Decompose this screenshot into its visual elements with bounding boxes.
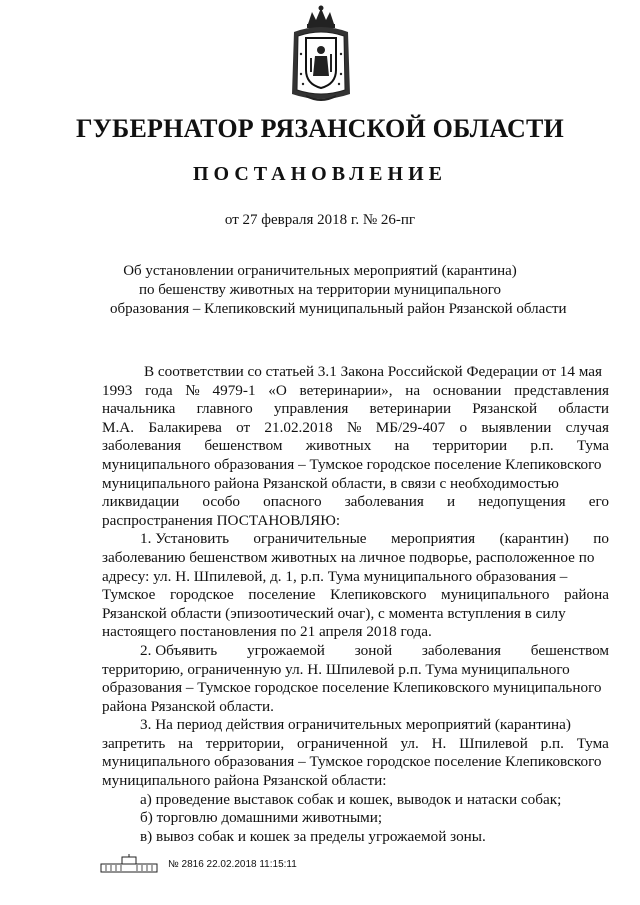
body-text: 3. На период действия ограничительных мероприятий (карантина) — [140, 716, 571, 734]
body-text: ограниченной — [296, 734, 388, 752]
body-line — [102, 568, 609, 587]
body-line — [102, 419, 609, 438]
body-text: р.п. — [540, 734, 564, 752]
body-line — [102, 549, 609, 568]
body-text: опасного — [263, 493, 322, 511]
body-line — [102, 456, 609, 475]
body-text: зоной — [354, 641, 393, 659]
body-text: распространения ПОСТАНОВЛЯЮ: — [102, 511, 341, 529]
body-text: на — [394, 437, 410, 455]
body-text: главного — [196, 400, 253, 418]
body-line — [102, 753, 609, 772]
body-text: на — [178, 734, 193, 752]
body-line — [102, 586, 609, 605]
registration-number: № 2816 22.02.2018 11:15:11 — [168, 858, 297, 870]
body-text: Клепиковского — [330, 586, 427, 604]
body-text: заболевания — [102, 437, 182, 455]
subject-line: по бешенству животных на территории муниципального — [138, 282, 502, 298]
body-text: Балакирева — [148, 418, 222, 436]
body-text: В соответствии со статьей 3.1 Закона Российской Федерации от 14 мая — [144, 363, 603, 380]
body-text: о — [459, 418, 468, 436]
building-logo-icon — [100, 854, 158, 874]
subject-line: Об установлении ограничительных мероприятий (карантина) — [123, 263, 517, 279]
body-text: настоящего постановления по 21 апреля 2018 года. — [102, 623, 432, 641]
body-text: Рязанской — [472, 400, 538, 418]
body-text: начальника — [102, 400, 176, 418]
body-line — [102, 642, 609, 661]
coat-of-arms-icon — [288, 4, 354, 108]
body-line — [102, 512, 609, 531]
body-text: муниципального района Рязанской области: — [102, 772, 387, 790]
body-line — [102, 679, 609, 698]
body-text: ветеринарии — [369, 400, 452, 418]
body-line — [102, 400, 609, 419]
body-text: животных — [305, 437, 372, 455]
body-text: случая — [565, 418, 609, 436]
body-text: Тумское — [102, 586, 156, 604]
body-line — [102, 530, 609, 549]
body-text: «О — [268, 381, 287, 399]
body-text: 2. Объявить — [140, 641, 218, 659]
body-text: года — [145, 381, 173, 399]
body-text: 1. Установить — [140, 530, 230, 548]
body-text: Тума — [576, 437, 609, 455]
body-text: территорию, ограниченную ул. Н. Шпилевой р.п. Тума муниципального — [102, 660, 570, 678]
body-text: муниципального района Рязанской области, в связи с необходимостью — [102, 474, 559, 492]
body-line — [102, 623, 609, 642]
body-text: Н. — [431, 734, 447, 752]
body-text: по — [593, 530, 609, 548]
body-text: б) торговлю домашними животными; — [140, 809, 383, 827]
body-text: (карантин) — [499, 530, 569, 548]
body-text: адресу: ул. Н. Шпилевой, д. 1, р.п. Тума муниципального образования – — [102, 567, 568, 585]
body-text: управления — [273, 400, 349, 418]
body-text: недопущения — [478, 493, 566, 511]
body-text: области — [558, 400, 609, 418]
body-text: ограничительные — [253, 530, 367, 548]
body-text: М.А. — [102, 418, 135, 436]
body-line — [102, 475, 609, 494]
body-text: выявлении — [481, 418, 552, 436]
body-text: бешенством — [530, 641, 609, 659]
body-text: представления — [514, 381, 609, 399]
subject-line: образования – Клепиковский муниципальный район Рязанской области — [110, 301, 567, 317]
body-line — [102, 735, 609, 754]
body-text: образования – Тумское городское поселение Клепиковского муниципального — [102, 679, 602, 697]
body-line — [102, 772, 609, 791]
body-text: Тума — [576, 734, 609, 752]
body-text: территории — [432, 437, 508, 455]
body-text: мероприятия — [390, 530, 476, 548]
body-line — [102, 716, 609, 735]
body-text: МБ/29-407 — [375, 418, 446, 436]
body-line — [102, 363, 609, 382]
body-text: ликвидации — [102, 493, 180, 511]
document-body — [102, 363, 609, 846]
body-text: от — [236, 418, 251, 436]
body-text: его — [588, 493, 609, 511]
body-text: основании — [432, 381, 502, 399]
body-text: особо — [202, 493, 241, 511]
body-text: ул. — [400, 734, 419, 752]
body-line — [102, 437, 609, 456]
page-title: ГУБЕРНАТОР РЯЗАНСКОЙ ОБЛАСТИ — [76, 114, 564, 143]
body-line — [102, 661, 609, 680]
body-text: угрожаемой — [247, 641, 325, 659]
document-subject — [110, 262, 567, 319]
body-text: 4979-1 — [212, 381, 256, 399]
body-text: поселение — [248, 586, 316, 604]
document-date-number: от 27 февраля 2018 г. № 26-пг — [224, 212, 416, 228]
body-line — [102, 493, 609, 512]
body-text: 1993 — [102, 381, 133, 399]
body-text: р.п. — [530, 437, 554, 455]
body-line — [102, 698, 609, 717]
body-text: на — [405, 381, 421, 399]
body-text: запретить — [102, 734, 166, 752]
body-text: в) вывоз собак и кошек за пределы угрожаемой зоны. — [140, 827, 486, 845]
body-text: № — [346, 418, 362, 436]
body-text: территории, — [205, 734, 285, 752]
body-text: Шпилевой — [459, 734, 528, 752]
body-text: муниципального образования – Тумское городское поселение Клепиковского — [102, 455, 602, 473]
body-text: № — [185, 381, 200, 399]
body-text: Рязанской области (эпизоотический очаг), с момента вступления в силу — [102, 604, 566, 622]
body-text: муниципального — [441, 586, 550, 604]
body-line — [102, 382, 609, 401]
body-text: муниципального образования – Тумское городское поселение Клепиковского — [102, 753, 602, 771]
body-text: заболевания — [344, 493, 424, 511]
registration-footer — [100, 853, 360, 875]
body-text: района Рязанской области. — [102, 697, 274, 715]
body-text: городское — [170, 586, 234, 604]
document-type: ПОСТАНОВЛЕНИЕ — [193, 163, 447, 185]
body-line — [102, 828, 609, 847]
body-text: заболеванию бешенством животных на личное подворье, расположенное по — [102, 548, 595, 566]
body-text: района — [564, 586, 609, 604]
body-line — [102, 791, 609, 810]
body-text: 21.02.2018 — [264, 418, 333, 436]
body-text: а) проведение выставок собак и кошек, выводок и натаски собак; — [140, 790, 562, 808]
body-text: ветеринарии», — [299, 381, 393, 399]
body-text: заболевания — [421, 641, 502, 659]
body-line — [102, 605, 609, 624]
body-line — [102, 809, 609, 828]
body-text: бешенством — [204, 437, 283, 455]
body-text: и — [446, 493, 456, 511]
